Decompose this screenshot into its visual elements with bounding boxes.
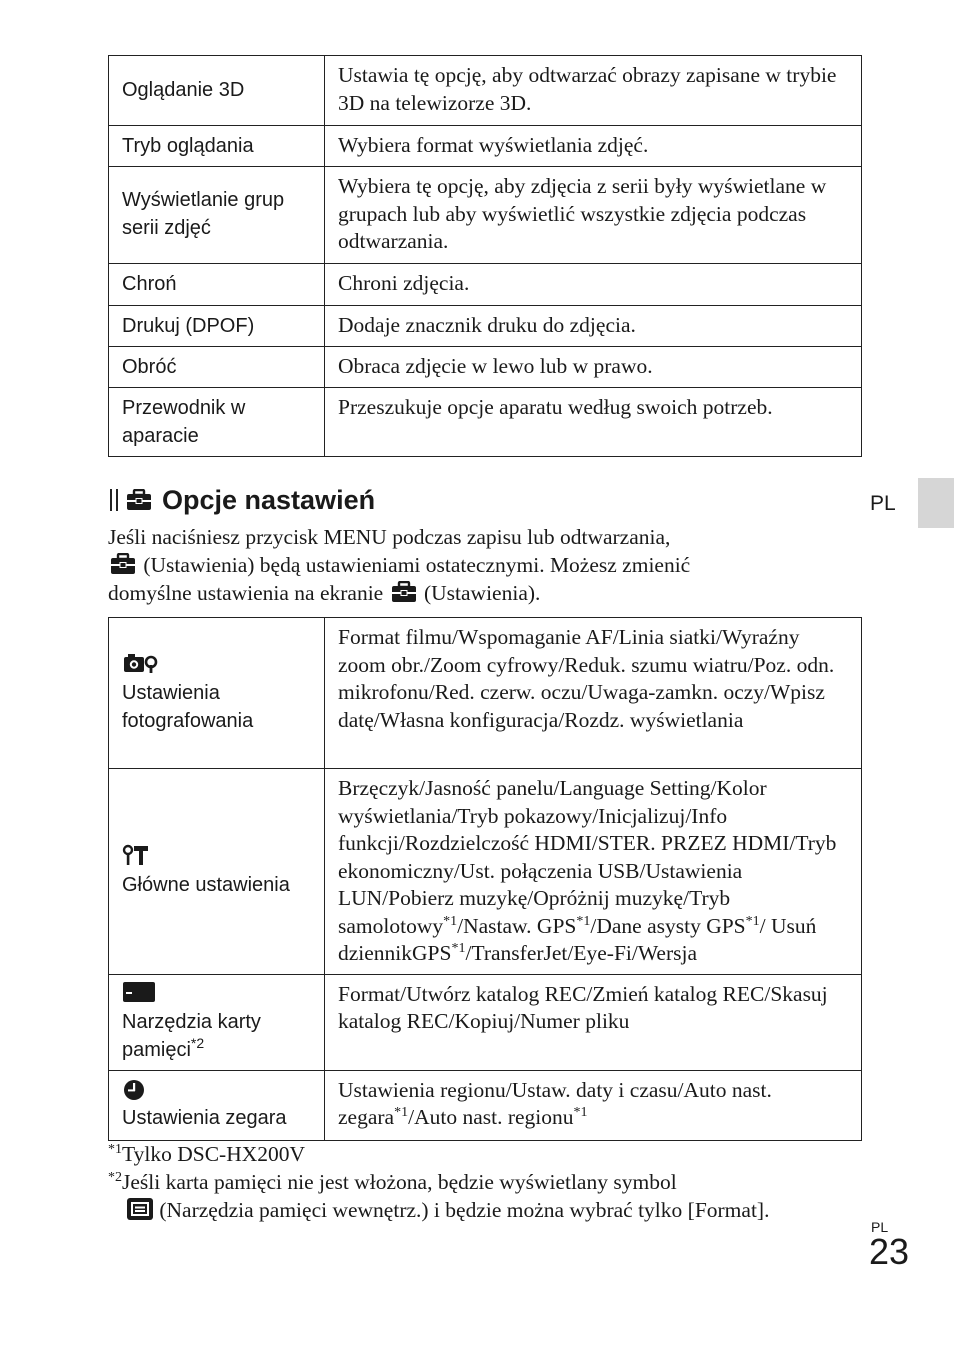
settings-menu-table [108, 617, 862, 1141]
intro-text: (Ustawienia). [418, 581, 541, 605]
row-label: Tryb oglądania [109, 126, 325, 167]
main-settings-icon [122, 843, 152, 867]
side-tab [918, 478, 954, 528]
table-row [109, 347, 862, 388]
toolbox-icon [108, 553, 138, 575]
toolbox-icon [126, 489, 152, 511]
row-desc: Format filmu/Wspomaganie AF/Linia siatki/Wyraźny zoom obr./Zoom cyfrowy/Reduk. szumu wiatru/Poz. odn. mikrofonu/Red. czerw. oczu/Uwaga-zamkn. oczy/Wpisz datę/Własna konfiguracja/Rozdz. wyświetlania [325, 618, 862, 769]
table-row [109, 167, 862, 264]
row-label: Wyświetlanie grup serii zdjęć [109, 167, 325, 264]
row-label-cell [109, 618, 325, 769]
footnote-ref: *2 [190, 1035, 205, 1051]
intro-text: Jeśli naciśniesz przycisk MENU podczas zapisu lub odtwarzania, [108, 525, 671, 549]
toolbox-icon [389, 581, 419, 603]
heading-marker [110, 489, 118, 511]
footnote-ref: *1 [573, 1105, 588, 1120]
table-row [109, 126, 862, 167]
page-language: PL [871, 1219, 889, 1235]
row-desc: Przeszukuje opcje aparatu według swoich potrzeb. [325, 388, 862, 457]
footnote-1: $^{*1}$Tylko DSC-HX200V [108, 1142, 306, 1166]
playback-menu-table [108, 55, 862, 457]
row-desc: Chroni zdjęcia. [325, 264, 862, 306]
row-label: Ustawienia fotografowania [122, 682, 254, 732]
row-label: Przewodnik w aparacie [109, 388, 325, 457]
row-desc: Ustawia tę opcję, aby odtwarzać obrazy zapisane w trybie 3D na telewizorze 3D. [325, 56, 862, 126]
row-label: Drukuj (DPOF) [109, 306, 325, 347]
footnotes [108, 1140, 868, 1224]
row-desc: Ustawienia regionu/Ustaw. daty i czasu/Auto nast. zegara$^{*1}$/Auto nast. regionu$^{*1}$ [325, 1070, 862, 1140]
section-title: Opcje nastawień [162, 484, 376, 515]
table-row [109, 306, 862, 347]
intro-text: domyślne ustawienia na ekranie [108, 581, 389, 605]
table-row [109, 769, 862, 975]
row-label: Obróć [109, 347, 325, 388]
footnote-2: $^{*2}$Jeśli karta pamięci nie jest włożona, będzie wyświetlany symbol [108, 1170, 677, 1194]
row-desc: Wybiera format wyświetlania zdjęć. [325, 126, 862, 167]
row-label-cell [109, 769, 325, 975]
table-row [109, 1070, 862, 1140]
footnote-ref: *1 [745, 913, 760, 929]
row-label: Główne ustawienia [122, 874, 290, 897]
row-desc: Wybiera tę opcję, aby zdjęcia z serii były wyświetlane w grupach lub aby wyświetlić wszystkie zdjęcia podczas odtwarzania. [325, 167, 862, 264]
intro-text: (Ustawienia) będą ustawieniami ostatecznymi. Możesz zmienić [138, 553, 691, 577]
side-language-label: PL [870, 492, 896, 515]
row-desc: Format/Utwórz katalog REC/Zmień katalog REC/Skasuj katalog REC/Kopiuj/Numer pliku [325, 974, 862, 1070]
table-row [109, 974, 862, 1070]
table-row [109, 388, 862, 457]
row-desc: Brzęczyk/Jasność panelu/Language Setting/Kolor wyświetlania/Tryb pokazowy/Inicjalizuj/Info funkcji/Rozdzielczość HDMI/STER. PRZEZ HDMI/Tryb ekonomiczny/Ust. połączenia USB/Ustawienia LUN/Pobierz muzykę/Opróżnij muzykę/Tryb samolotowy$^{*1}$/Nastaw. GPS$^{*1}$/Dane asysty GPS$^{*1}$/ Usuń dziennikGPS$^{*1}$/TransferJet/Eye-Fi/Wersja [325, 769, 862, 975]
footnote-ref: *1 [443, 913, 458, 929]
clock-icon [122, 1078, 148, 1102]
row-label-cell [109, 1070, 325, 1140]
row-desc: Dodaje znacznik druku do zdjęcia. [325, 306, 862, 347]
row-label: Narzędzia karty pamięci [122, 1011, 261, 1061]
memory-card-icon [122, 980, 156, 1004]
intro-paragraph [108, 523, 868, 607]
footnote-2-continued: (Narzędzia pamięci wewnętrz.) i będzie można wybrać tylko [Format]. [108, 1196, 868, 1224]
row-label: Chroń [109, 264, 325, 306]
table-row [109, 618, 862, 769]
footnote-ref: *1 [576, 913, 591, 929]
internal-memory-icon [126, 1197, 154, 1221]
page-number: 23 [869, 1231, 910, 1272]
table-row [109, 56, 862, 126]
footnote-ref: *1 [394, 1105, 409, 1120]
footnote-ref: *1 [451, 941, 466, 956]
row-label-cell [109, 974, 325, 1070]
table-row [109, 264, 862, 306]
row-desc: Obraca zdjęcie w lewo lub w prawo. [325, 347, 862, 388]
section-heading [110, 483, 375, 517]
row-label: Oglądanie 3D [109, 56, 325, 126]
camera-settings-icon [122, 651, 158, 675]
row-label: Ustawienia zegara [122, 1107, 287, 1129]
